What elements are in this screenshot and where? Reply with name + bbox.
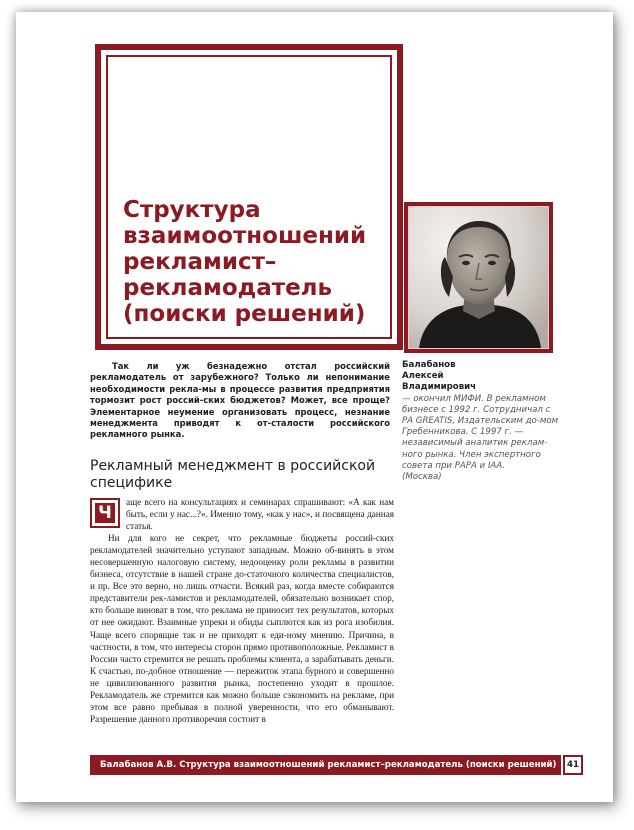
author-photo bbox=[408, 206, 549, 349]
article-title: Структура взаимоотношений рекламист–рекламодатель (поиски решений) bbox=[123, 197, 367, 327]
author-photo-frame bbox=[404, 202, 553, 353]
body-paragraph-2: Ни для кого не секрет, что рекламные бюджеты россий-ских рекламодателей значительно уступают западным. Можно об-винять в этом несовершенную налоговую систему, недооценку роли рекламы в развитии бизнеса, отсутствие в нашей стране до-статочного количества специалистов, и пр. Все это верно, но лишь отчасти. Всякий раз, когда вместе собираются представители рек-ламистов и рекламодателей, обязательно возникает спор, кто больше виноват в том, что реклама не приносит тех результатов, которых от нее ожидают. Взаимные упреки и обиды сыплются как из рога изобилия. Чаще всего спорящие так и не приходят к еди-ному мнению. Причина, в частности, в том, что интересы сторон прямо противоположные. Рекламист в России часто стремится не решать проблемы клиента, а зарабатывать деньги. К счастью, по-добное отношение — пережиток этапа бурного и совершенно не цивилизованного развития рынка, постепенно уходит в прошлое. Рекламодатель же стремится как можно больше сэкономить на рекламе, при этом все равно пребывая в полной уверенности, что его обманывают. Разрешение данного противоречия состоит в bbox=[90, 533, 394, 724]
title-frame bbox=[95, 44, 403, 350]
author-surname: Балабанов bbox=[402, 360, 456, 370]
drop-cap-letter: Ч bbox=[95, 503, 115, 523]
author-bio bbox=[402, 360, 562, 483]
body-paragraph-1: аще всего на консультациях и семинарах спрашивают: «А как нам быть, если у нас...?». Именно тому, «как у нас», и посвящена данная статья. bbox=[126, 497, 394, 532]
section-heading: Рекламный менеджмент в российской специфике bbox=[90, 458, 376, 491]
running-footer: Балабанов А.В. Структура взаимоотношений рекламист–рекламодатель (поиски решений) bbox=[90, 755, 561, 775]
author-description: — окончил МИФИ. В рекламном бизнесе с 1992 г. Сотрудничал с РА GREATIS, Издательским до-мом Гребенникова. С 1997 г. — независимый аналитик реклам-ного рынка. Член экспертного совета при РАРА и IAA. bbox=[402, 393, 559, 471]
page-number: 41 bbox=[565, 757, 581, 773]
article-body bbox=[90, 496, 394, 742]
drop-cap bbox=[90, 498, 120, 528]
page-number-box bbox=[563, 755, 583, 775]
magazine-page bbox=[16, 12, 613, 802]
author-city: (Москва) bbox=[402, 472, 442, 483]
article-lead: Так ли уж безнадежно отстал российский рекламодатель от зарубежного? Только ли непонимание необходимости рекла-мы в процессе развития предприятия тормозит рост россий-ских бюджетов? Может, все проще? Элементарное неумение организовать процесс, незнание менеджмента приводят к от-сталости российского рекламного рынка. bbox=[90, 361, 390, 440]
author-patronymic: Владимирович bbox=[402, 382, 477, 393]
author-portrait-photo bbox=[409, 207, 548, 348]
author-first-name: Алексей bbox=[402, 371, 444, 382]
